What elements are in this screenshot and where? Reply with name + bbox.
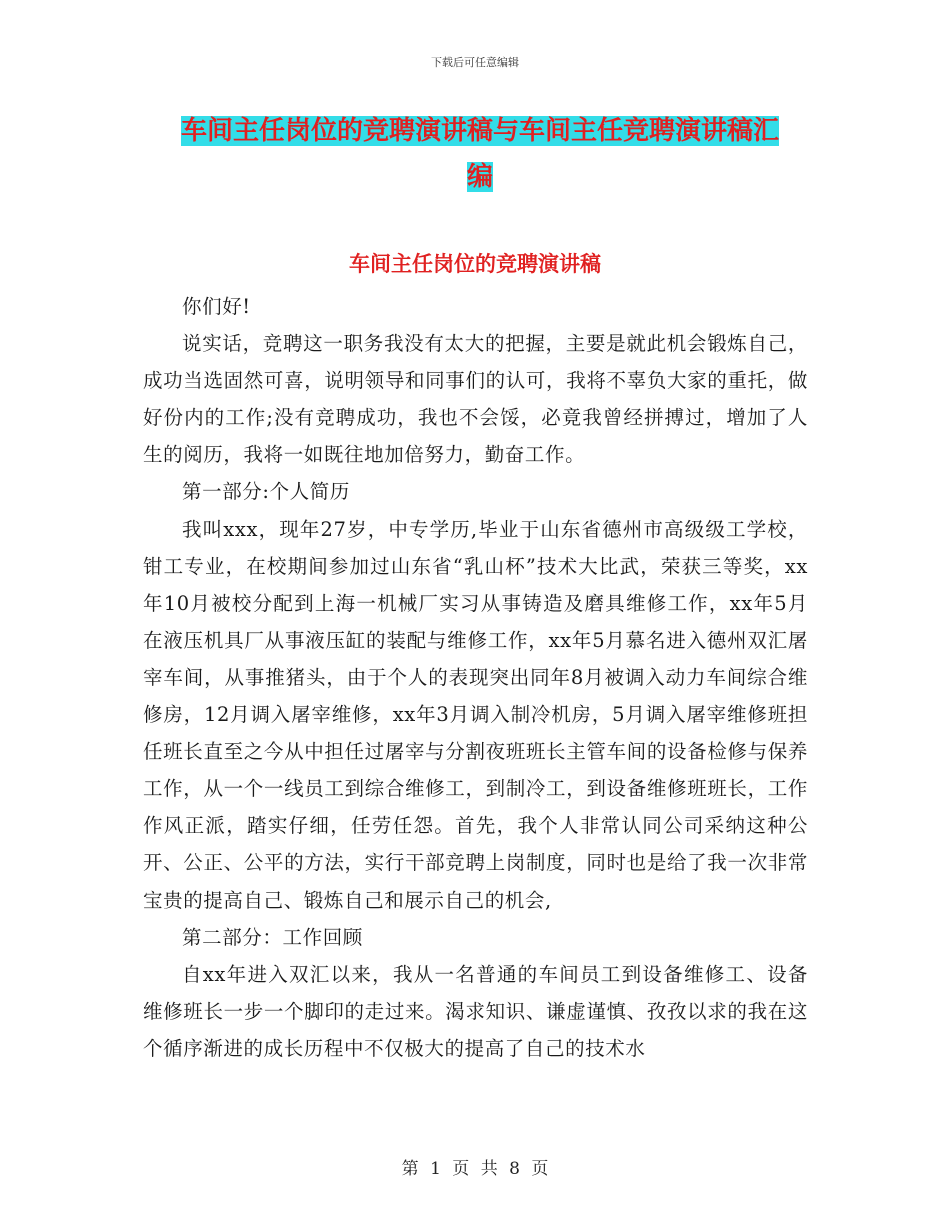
body-paragraph: 我叫xxx，现年27岁，中专学历,毕业于山东省德州市高级级工学校，钳工专业，在校期间参加过山东省“乳山杯”技术大比武，荣获三等奖，xx年10月被校分配到上海一机械厂实习从事铸造及磨具维修工作，xx年5月在液压机具厂从事液压缸的装配与维修工作，xx年5月慕名进入德州双汇屠宰车间，从事推猪头，由于个人的表现突出同年8月被调入动力车间综合维修房，12月调入屠宰维修，xx年3月调入制冷机房，5月调入屠宰维修班担任班长直至之今从中担任过屠宰与分割夜班班长主管车间的设备检修与保养工作，从一个一线员工到综合维修工，到制冷工，到设备维修班班长，工作作风正派，踏实仔细，任劳任怨。首先，我个人非常认同公司采纳这种公开、公正、公平的方法，实行干部竞聘上岗制度，同时也是给了我一次非常宝贵的提高自己、锻炼自己和展示自己的机会, bbox=[143, 517, 808, 912]
greeting-paragraph: 你们好! bbox=[182, 295, 251, 318]
document-body bbox=[143, 288, 808, 1067]
section-heading: 第一部分:个人简历 bbox=[182, 480, 350, 504]
section-title: 车间主任岗位的竞聘演讲稿 bbox=[349, 252, 601, 276]
document-title-line-1: 车间主任岗位的竞聘演讲稿与车间主任竞聘演讲稿汇 bbox=[180, 116, 779, 146]
document-title bbox=[140, 108, 820, 200]
section-heading: 第二部分：工作回顾 bbox=[182, 925, 363, 949]
header-note: 下载后可任意编辑 bbox=[431, 56, 519, 69]
document-title-line-2: 编 bbox=[466, 162, 493, 192]
page-footer: 第 1 页 共 8 页 bbox=[401, 1159, 549, 1179]
body-paragraph: 自xx年进入双汇以来，我从一名普通的车间员工到设备维修工、设备维修班长一步一个脚印的走过来。渴求知识、谦虚谨慎、孜孜以求的我在这个循序渐进的成长历程中不仅极大的提高了自己的技术水 bbox=[143, 962, 808, 1060]
body-paragraph: 说实话，竞聘这一职务我没有太大的把握，主要是就此机会锻炼自己，成功当选固然可喜，说明领导和同事们的认可，我将不辜负大家的重托，做好份内的工作;没有竞聘成功，我也不会馁，必竟我曾经拼搏过，增加了人生的阅历，我将一如既往地加倍努力，勤奋工作。 bbox=[143, 332, 808, 467]
